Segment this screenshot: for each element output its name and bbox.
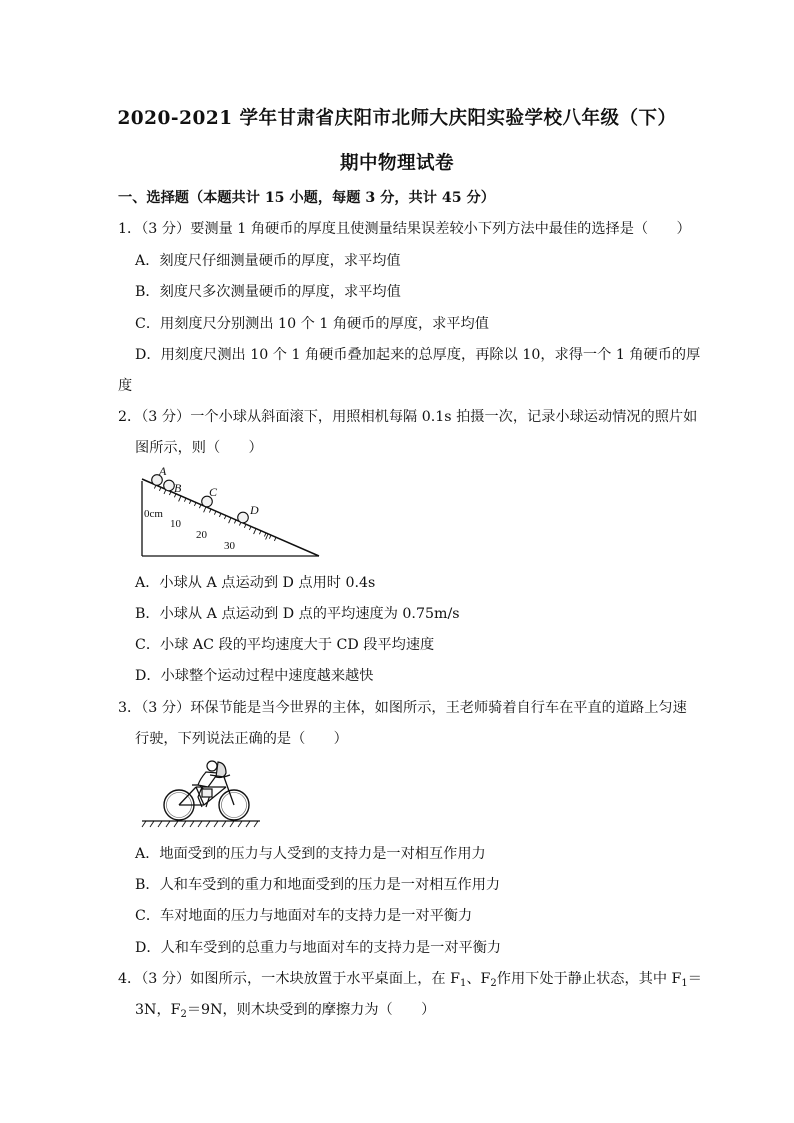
- incline-ball-figure: [138, 467, 324, 559]
- ground-hatch: [142, 821, 258, 827]
- q2-option-c: C．小球 AC 段的平均速度大于 CD 段平均速度: [135, 637, 435, 653]
- exam-title-line2: 期中物理试卷: [339, 153, 454, 174]
- label-a: A: [159, 467, 167, 478]
- question-2-stem-line1: 2．（3 分）一个小球从斜面滚下，用照相机每隔 0.1s 拍摄一次，记录小球运动情况的照片如: [118, 409, 698, 425]
- label-b: B: [174, 481, 182, 495]
- q1-option-d: D．用刻度尺测出 10 个 1 角硬币叠加起来的总厚度，再除以 10，求得一个 1 角硬币的厚: [135, 347, 701, 363]
- q1-option-a: A．刻度尺仔细测量硬币的厚度，求平均值: [135, 253, 401, 269]
- question-2-stem-line2: 图所示，则（ ）: [135, 440, 263, 456]
- question-1-stem: 1．（3 分）要测量 1 角硬币的厚度且使测量结果误差较小下列方法中最佳的选择是（ ）: [118, 221, 691, 237]
- ball-b: [164, 480, 175, 491]
- scale-0cm: 0cm: [144, 508, 163, 520]
- exam-title-line1: 2020-2021 学年甘肃省庆阳市北师大庆阳实验学校八年级（下）: [117, 108, 677, 129]
- label-d: D: [250, 503, 259, 517]
- question-4-stem-line1: 4．（3 分）如图所示，一木块放置于水平桌面上，在 $F_1$、$F_2$作用下处于静止状态，其中 $F_1=$: [118, 971, 702, 989]
- ball-d: [238, 512, 249, 523]
- q2-option-a: A．小球从 A 点运动到 D 点用时 0.4s: [135, 575, 376, 591]
- section-heading: 一、选择题（本题共计 15 小题，每题 3 分，共计 45 分）: [118, 190, 495, 206]
- q3-option-d: D．人和车受到的总重力与地面对车的支持力是一对平衡力: [135, 940, 502, 956]
- q1-option-d-continued: 度: [118, 378, 133, 394]
- q3-option-c: C．车对地面的压力与地面对车的支持力是一对平衡力: [135, 908, 473, 924]
- q3-option-b: B．人和车受到的重力和地面受到的压力是一对相互作用力: [135, 877, 501, 893]
- q3-option-a: A．地面受到的压力与人受到的支持力是一对相互作用力: [135, 846, 486, 862]
- question-4-stem-line2: 3N，$F_2=9N$，则木块受到的摩擦力为（ ）: [135, 1002, 436, 1020]
- rider-head: [207, 761, 217, 771]
- scale-30: 30: [224, 540, 235, 552]
- q2-option-d: D．小球整个运动过程中速度越来越快: [135, 668, 374, 684]
- q1-option-b: B．刻度尺多次测量硬币的厚度，求平均值: [135, 284, 401, 300]
- scale-10: 10: [170, 518, 181, 530]
- question-3-stem-line1: 3．（3 分）环保节能是当今世界的主体，如图所示，王老师骑着自行车在平直的道路上匀速: [118, 700, 687, 716]
- q2-option-b: B．小球从 A 点运动到 D 点的平均速度为 0.75m/s: [135, 606, 460, 622]
- q1-option-c: C．用刻度尺分别测出 10 个 1 角硬币的厚度，求平均值: [135, 316, 489, 332]
- question-3-stem-line2: 行驶，下列说法正确的是（ ）: [135, 731, 348, 747]
- scale-20: 20: [196, 529, 207, 541]
- cyclist-figure: [140, 757, 262, 829]
- backpack: [216, 762, 226, 778]
- label-c: C: [209, 485, 218, 499]
